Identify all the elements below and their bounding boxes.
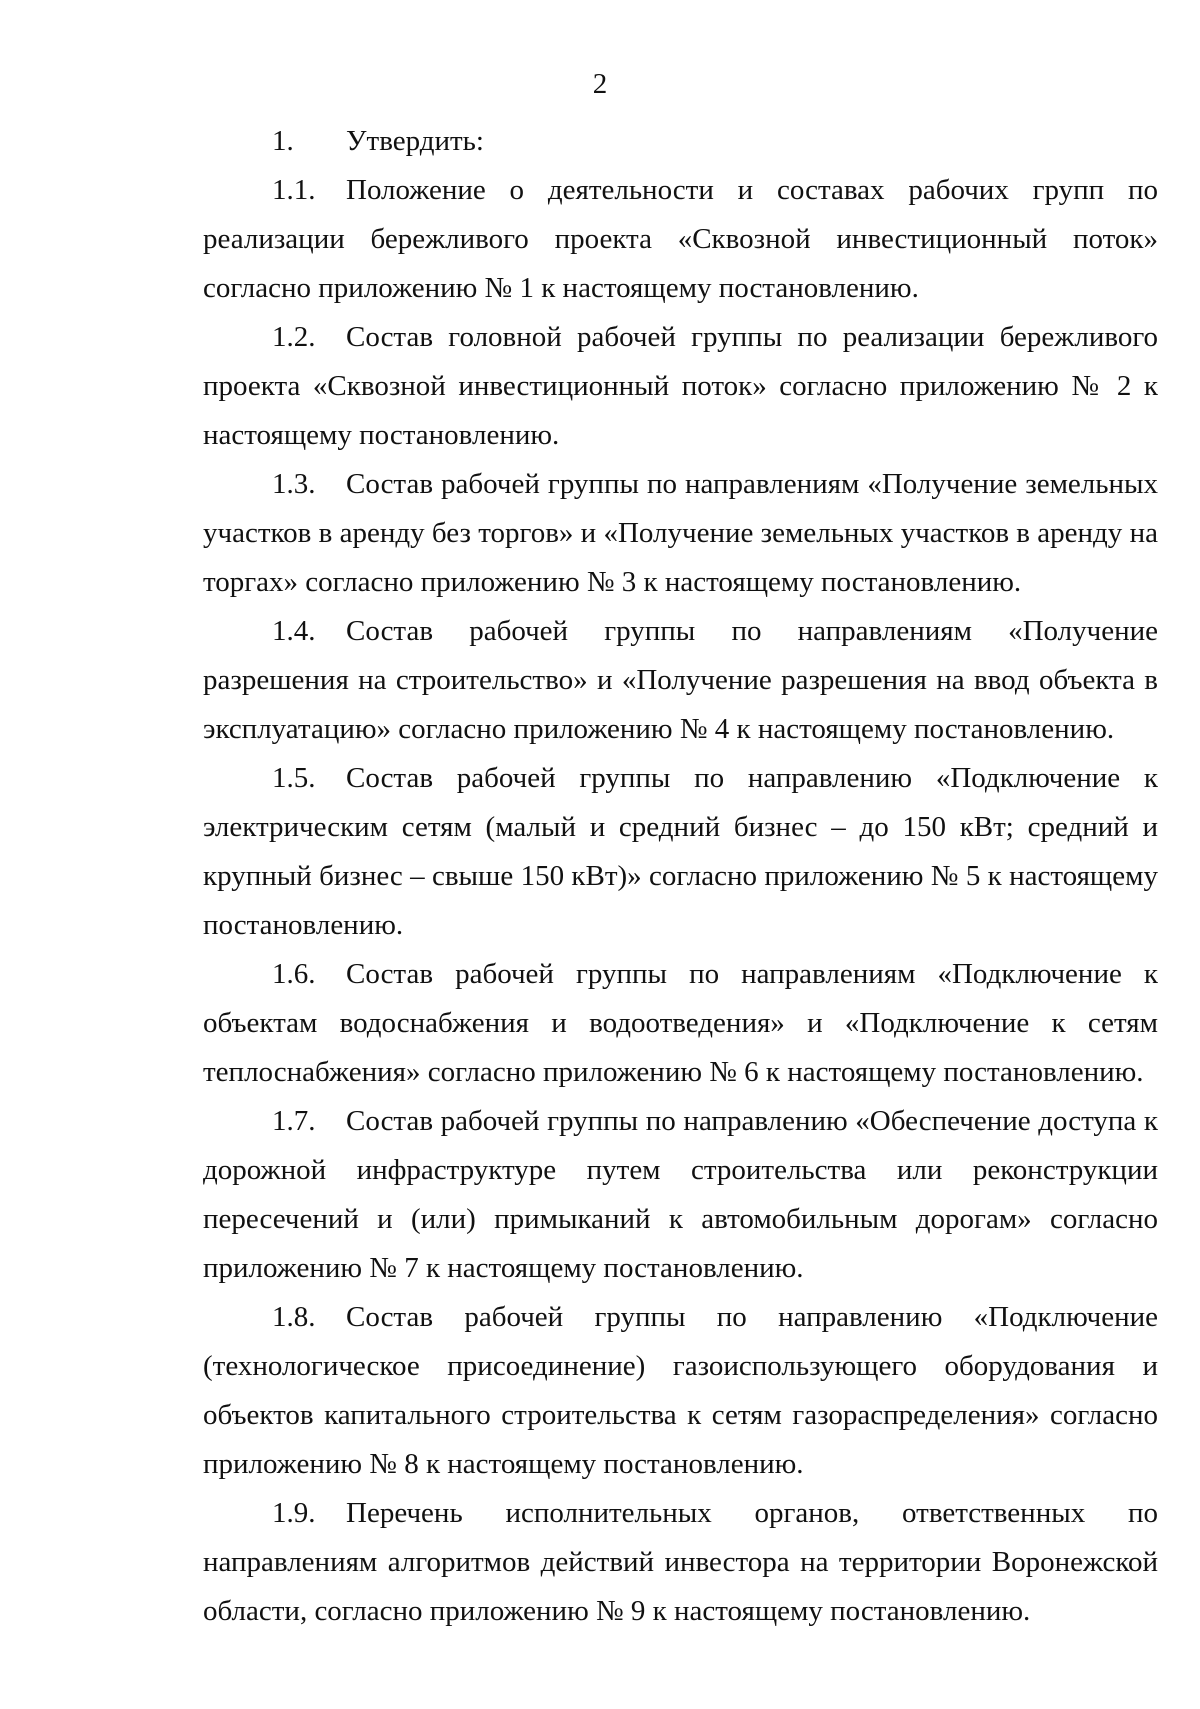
paragraph-number: 1.3. — [272, 468, 316, 500]
paragraph-text: Состав рабочей группы по направлению «Подключение к электрическим сетям (малый и средний бизнес – до 150 кВт; средний и крупный бизнес – свыше 150 кВт)» согласно приложению № 5 к настоящему постановлению. — [203, 762, 1158, 941]
lead-paragraph — [203, 117, 1158, 166]
paragraph-number: 1.2. — [272, 321, 316, 353]
paragraph-number: 1.1. — [272, 174, 316, 206]
list-item — [203, 950, 1158, 1097]
document-body — [203, 117, 1158, 1636]
list-item — [203, 460, 1158, 607]
paragraph-number: 1.8. — [272, 1301, 316, 1333]
paragraph-text: Положение о деятельности и составах рабочих групп по реализации бережливого проекта «Сквозной инвестиционный поток» согласно приложению № 1 к настоящему постановлению. — [203, 174, 1158, 304]
list-item — [203, 313, 1158, 460]
paragraph-text: Состав головной рабочей группы по реализации бережливого проекта «Сквозной инвестиционный поток» согласно приложению № 2 к настоящему постановлению. — [203, 321, 1158, 451]
paragraph-text: Состав рабочей группы по направлениям «Получение земельных участков в аренду без торгов» и «Получение земельных участков в аренду на торгах» согласно приложению № 3 к настоящему постановлению. — [203, 468, 1158, 598]
paragraph-number: 1.5. — [272, 762, 316, 794]
paragraph-number: 1. — [272, 125, 294, 157]
paragraph-number: 1.4. — [272, 615, 316, 647]
paragraph-number: 1.7. — [272, 1105, 316, 1137]
paragraph-text: Состав рабочей группы по направлению «Подключение (технологическое присоединение) газоиспользующего оборудования и объектов капитального строительства к сетям газораспределения» согласно приложению № 8 к настоящему постановлению. — [203, 1301, 1158, 1480]
paragraph-text: Утвердить: — [346, 125, 484, 157]
paragraph-number: 1.9. — [272, 1497, 316, 1529]
list-item — [203, 1489, 1158, 1636]
page-number: 2 — [592, 68, 608, 100]
paragraph-text: Состав рабочей группы по направлениям «Получение разрешения на строительство» и «Получение разрешения на ввод объекта в эксплуатацию» согласно приложению № 4 к настоящему постановлению. — [203, 615, 1158, 745]
list-item — [203, 1097, 1158, 1293]
paragraph-text: Состав рабочей группы по направлению «Обеспечение доступа к дорожной инфраструктуре путем строительства или реконструкции пересечений и (или) примыканий к автомобильным дорогам» согласно приложению № 7 к настоящему постановлению. — [203, 1105, 1158, 1284]
paragraph-number: 1.6. — [272, 958, 316, 990]
list-item — [203, 607, 1158, 754]
list-item — [203, 166, 1158, 313]
paragraph-text: Перечень исполнительных органов, ответственных по направлениям алгоритмов действий инвестора на территории Воронежской области, согласно приложению № 9 к настоящему постановлению. — [203, 1497, 1158, 1627]
list-item — [203, 1293, 1158, 1489]
list-item — [203, 754, 1158, 950]
paragraph-text: Состав рабочей группы по направлениям «Подключение к объектам водоснабжения и водоотведения» и «Подключение к сетям теплоснабжения» согласно приложению № 6 к настоящему постановлению. — [203, 958, 1158, 1088]
